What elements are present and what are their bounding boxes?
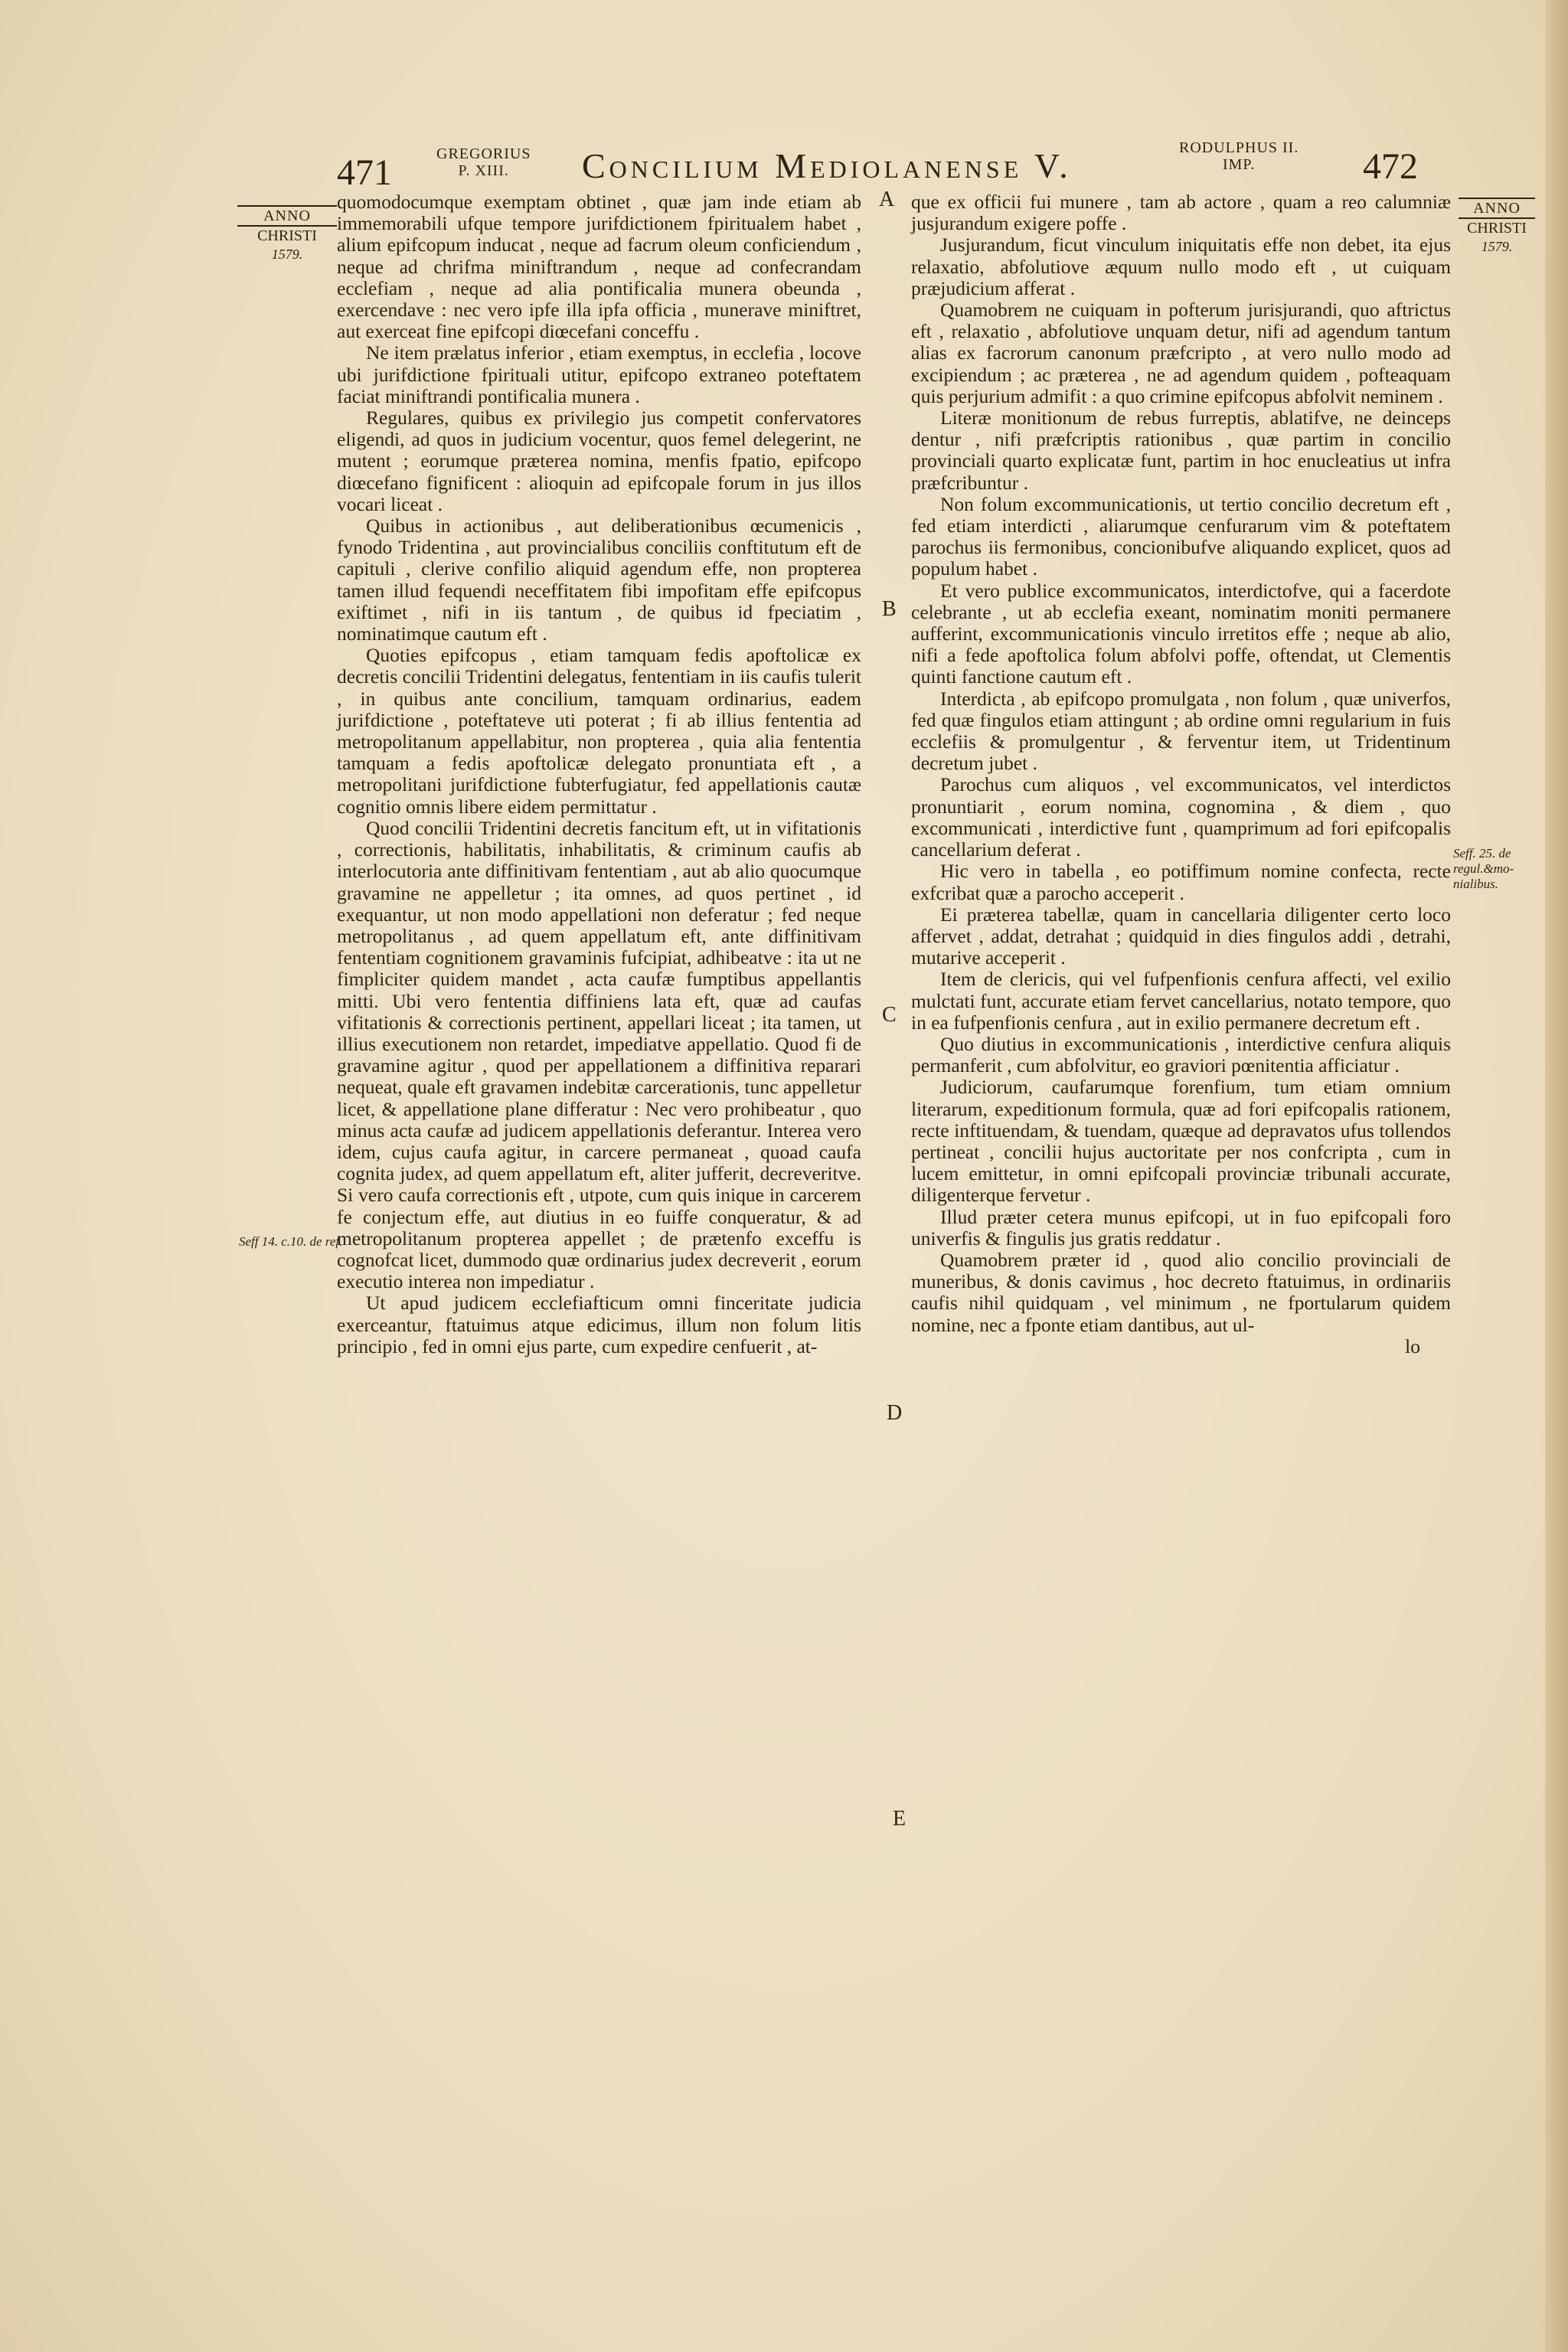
paragraph: Quibus in actionibus , aut deliberationibus œcumenicis , fynodo Tridentina , aut provincialibus conciliis conftitutum eft de capituli , clerive confilio aliquid agendum effe, non propterea tamen illud fequendi neceffitatem fibi impofitam effe epifcopus exiftimet , nifi in iis tantum , de quibus id fpeciatim , nominatimque cautum eft . [337,514,861,645]
paragraph: Ne item prælatus inferior , etiam exemptus, in ecclefia , locove ubi jurifdictione fpirituali utitur, epifcopo extraneo poteftatem faciat miniftrandi pontificalia munera . [337,341,861,407]
section-letter-c: C [882,1003,897,1027]
year-marker-right: ANNO CHRISTI 1579. [1459,198,1535,256]
paragraph: Et vero publice excommunicatos, interdictofve, qui a facerdote celebrante , ut ab ecclefia exeant, nominatim moniti permanere aufferint, excommunicationis vinculo irretitos effe ; neque ab alio, nifi a fede apoftolica folum abfolvi poffe, oftendat, ut Clementis quinti fanctione cautum eft . [911,579,1451,688]
pope-caption: GREGORIUS P. XIII. [436,145,531,179]
running-header [337,139,1501,193]
paragraph: Quamobrem ne cuiquam in pofterum jurisjurandi, quo aftrictus eft , relaxatio , abfolutiove unquam detur, nifi ad agendum tantum alias ex facrorum canonum præfcripto , at vero nullo modo ad excipiendum ; ac præterea , ne ad agendum quidem , pofteaquam quis perjurium admifit : a quo crimine epifcopus abfolvit neminem . [911,299,1451,407]
paragraph: Regulares, quibus ex privilegio jus competit confervatores eligendi, ad quos in judicium vocentur, quos femel delegerint, ne mutent ; eorumque præterea nomina, menfis fpatio, epifcopo diœcefano fignificent : alioquin ad epifcopale forum in jus illos vocari liceat . [337,407,861,515]
paragraph: Ei præterea tabellæ, quam in cancellaria diligenter certo loco affervet , addat, detrahat ; quidquid in dies fingulos addi , detrahi, mutarive acceperit . [911,903,1451,969]
margin-note-left: Seff 14. c.10. de ref. [239,1234,343,1249]
paragraph: Quo diutius in excommunicationis , interdictive cenfura aliquis permanferit , cum abfolvitur, eo graviori pœnitentia afficiatur . [911,1032,1451,1077]
paragraph: quomodocumque exemptam obtinet , quæ jam inde etiam ab immemorabili ufque tempore jurifdictionem fpiritualem habet , alium epifcopum inducat , neque ad facrum oleum conficiendum , neque ad chrifma miniftrandum , neque ad confecrandam ecclefiam , neque ad alia pontificalia munera obeunda , exercendave : nec vero ipfe illa ipfa officia , munerave miniftret, aut exerceat fine epifcopi diœcefani conceffu . [337,191,861,343]
catchword: lo [1405,1334,1420,1357]
paragraph: Illud præter cetera munus epifcopi, ut in fuo epifcopali foro univerfis & fingulis jus gratis reddatur . [911,1205,1451,1250]
page-number-right: 472 [1363,146,1418,187]
paragraph: Quamobrem præter id , quod alio concilio provinciali de muneribus, & donis cavimus , hoc decreto ftatuimus, in ordinariis caufis nihil quidquam , vel minimum , ne fportularum quidem nomine, nec a fponte etiam dantibus, aut ul- [911,1248,1451,1336]
section-letter-b: B [882,597,897,621]
page-title: Concilium Mediolanense V. [582,146,1072,185]
paragraph: Ut apud judicem ecclefiafticum omni finceritate judicia exerceantur, ftatuimus atque edicimus, illum non folum litis principio , fed in omni ejus parte, cum expedire cenfuerit , at- [337,1292,861,1357]
page-number-left: 471 [337,152,392,193]
paragraph: Judiciorum, caufarumque forenfium, tum etiam omnium literarum, expeditionum formula, quæ ad fori epifcopalis rationem, recte inftituendam, & tuendam, quæque ad depravatos ufus tollendos pertineat , concilii hujus auctoritate per nos confcripta , cum in lucem emittetur, in omni epifcopali provinciæ tribunali accurate, diligenterque fervetur . [911,1076,1451,1207]
left-text-column [337,191,861,1357]
page-edge [1545,0,1568,2352]
paragraph: Literæ monitionum de rebus furreptis, ablatifve, ne deinceps dentur , nifi præfcriptis rationibus , quæ partim in concilio provinciali quarto explicatæ funt, partim in hoc enucleatius ut infra præfcribuntur . [911,407,1451,494]
paragraph: Interdicta , ab epifcopo promulgata , non folum , quæ univerfos, fed quæ fingulos etiam attingunt ; ab ordine omni regularium in fuis ecclefiis & promulgentur , & ferventur item, ut Tridentinum decretum jubet . [911,687,1451,775]
section-letter-e: E [893,1807,906,1831]
right-text-column [911,191,1451,1357]
paragraph: Hic vero in tabella , eo potiffimum nomine confecta, recte exfcribat quæ a parocho acceperit . [911,860,1451,904]
year-marker-left: ANNO CHRISTI 1579. [237,205,337,263]
section-letter-d: D [887,1401,903,1425]
emperor-caption: RODULPHUS II. IMP. [1179,139,1299,173]
margin-note-right: Seff. 25. de regul.&mo-nialibus. [1453,846,1514,891]
paragraph: Quoties epifcopus , etiam tamquam fedis apoftolicæ ex decretis concilii Tridentini delegatus, fententiam in iis caufis tulerit , in quibus ante concilium, tamquam ordinarius, eadem jurifdictione , poteftateve uti poterat ; fi ab illius fententia ad metropolitanum appellabitur, non propterea , quia alia fententia tamquam a fedis apoftolicæ delegato pronuntiata eft , a metropolitani jurifdictione fubterfugiatur, fed appellationis cautæ cognitio omnis libere eidem permittatur . [337,644,861,818]
paragraph: Quod concilii Tridentini decretis fancitum eft, ut in vifitationis , correctionis, habilitatis, inhabilitatis, & criminum caufis ab interlocutoria ante diffinitivam fententiam , aut ab alio quocumque gravamine ne appelletur ; ita omnes, ad quos pertinet , id exequantur, ut non modo appellationi non deferatur ; fed neque metropolitanus , ad quem appellatum eft, ante diffinitivam fententiam cognitionem gravaminis fufcipiat, adhibeatve : ita ut ne fimpliciter quidem mandet , acta caufæ fumptibus appellantis mitti. Ubi vero fententia diffiniens lata eft, quæ ad caufas vifitationis & correctionis pertinent, appellari liceat ; ita tamen, ut illius executionem non retardet, impediatve appellatio. Quod fi de gravamine agitur , quod per appellationem a diffinitiva reparari nequeat, quale eft gravamen indebitæ carcerationis, tunc appelletur licet, & appellatione plane differatur : Nec vero prohibeatur , quo minus acta caufæ ad judicem appellationis deferantur. Interea vero idem, cujus caufa agitur, in carcere permaneat , quoad caufa cognita judex, ad quem appellatum eft, aliter jufferit, decreveritve. Si vero caufa correctionis eft , utpote, cum quis inique in carcerem fe conjectum effe, aut diutius in eo fuiffe conqueratur, & ad metropolitanum propterea appellet ; de prætenfo exceffu is cognofcat licet, dummodo quæ ordinarius judex decreverit , eorum executio interea non impediatur . [337,816,861,1293]
paragraph: Jusjurandum, ficut vinculum iniquitatis effe non debet, ita ejus relaxatio, abfolutiove æquum nullo modo eft , ut cuiquam præjudicium afferat . [911,234,1451,299]
paragraph: Non folum excommunicationis, ut tertio concilio decretum eft , fed etiam interdicti , aliarumque cenfurarum vim & poteftatem parochus iis fermonibus, concionibufve aliquando explicet, quos ad populum habet . [911,492,1451,580]
paragraph: Item de clericis, qui vel fufpenfionis cenfura affecti, vel exilio mulctati funt, accurate etiam fervet cancellarius, notato tempore, quo in ea fufpenfionis cenfura , aut in exilio permanere decretum eft . [911,968,1451,1034]
paragraph: Parochus cum aliquos , vel excommunicatos, vel interdictos pronuntiarit , eorum nomina, cognomina , & diem , quo excommunicati , interdictive funt , quamprimum ad fori epifcopalis cancellarium deferat . [911,773,1451,861]
section-letter-a: A [879,188,895,211]
paragraph: que ex officii fui munere , tam ab actore , quam a reo calumniæ jusjurandum exigere poffe . [911,191,1451,235]
